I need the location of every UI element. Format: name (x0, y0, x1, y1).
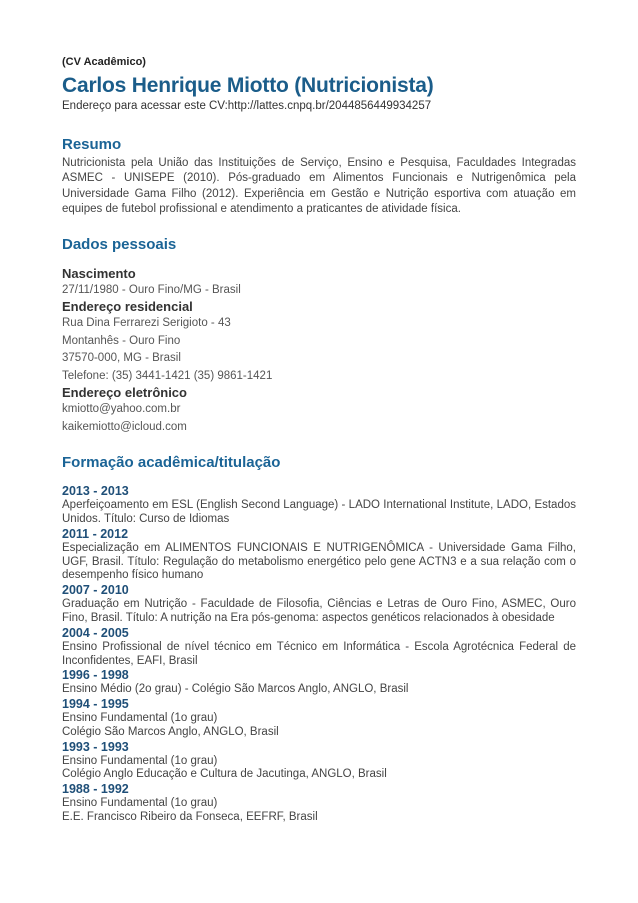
nascimento-value: 27/11/1980 - Ouro Fino/MG - Brasil (62, 283, 241, 296)
formacao-institution: Colégio Anglo Educação e Cultura de Jacutinga, ANGLO, Brasil (62, 768, 387, 781)
cv-url-line[interactable]: Endereço para acessar este CV:http://lattes.cnpq.br/2044856449934257 (62, 100, 432, 112)
formacao-level: Ensino Fundamental (1o grau) (62, 797, 218, 810)
formacao-text: Graduação em Nutrição - Faculdade de Filosofia, Ciências e Letras de Ouro Fino, ASMEC, Ouro Fino, Brasil. Título: A nutrição na Era pós-genoma: aspectos genéticos relacionados à obesidade (62, 598, 576, 624)
endereco-line: Rua Dina Ferrarezi Serigioto - 43 (62, 317, 231, 330)
formacao-text: Especialização em ALIMENTOS FUNCIONAIS E NUTRIGENÔMICA - Universidade Gama Filho, UGF, Brasil. Título: Regulação do metabolismo energético pelo gene ACTN3 e a sua relação com o desempenho físico humano (62, 541, 576, 582)
formacao-level: Ensino Fundamental (1o grau) (62, 712, 218, 725)
dados-pessoais-section (62, 236, 576, 437)
formacao-entry (62, 484, 576, 527)
formacao-level: Ensino Fundamental (1o grau) (62, 754, 218, 767)
formacao-years: 1996 - 1998 (62, 668, 129, 683)
formacao-title: Formação acadêmica/titulação (62, 454, 281, 472)
document-tag: (CV Acadêmico) (62, 56, 146, 68)
person-name: Carlos Henrique Miotto (Nutricionista) (62, 74, 434, 97)
endereco-line: Montanhês - Ouro Fino (62, 334, 181, 347)
formacao-years: 2004 - 2005 (62, 625, 129, 640)
dados-pessoais-title: Dados pessoais (62, 235, 177, 253)
formacao-years: 2011 - 2012 (62, 526, 129, 541)
endereco-label: Endereço residencial (62, 299, 193, 315)
formacao-years: 1993 - 1993 (62, 739, 129, 754)
formacao-years: 1994 - 1995 (62, 697, 129, 712)
formacao-entry (62, 626, 576, 669)
formacao-institution: E.E. Francisco Ribeiro da Fonseca, EEFRF, Brasil (62, 811, 318, 824)
resumo-section (62, 136, 576, 218)
formacao-entry (62, 668, 576, 697)
formacao-entry (62, 583, 576, 626)
formacao-entry (62, 527, 576, 583)
resumo-text: Nutricionista pela União das Instituições de Serviço, Ensino e Pesquisa, Faculdades Integradas ASMEC - UNISEPE (2010). Pós-graduado em Alimentos Funcionais e Nutrigenômica pela Universidade Gama Filho (2012). Experiência em Gestão e Nutrição esportiva com atuação em equipes de futebol profissional e atendimento a praticantes de atividade física. (62, 157, 576, 216)
formacao-entry (62, 740, 576, 783)
formacao-institution: Colégio São Marcos Anglo, ANGLO, Brasil (62, 725, 279, 738)
email-link[interactable]: kaikemiotto@icloud.com (62, 420, 187, 433)
formacao-entry (62, 782, 576, 825)
nascimento-label: Nascimento (62, 265, 136, 281)
email-label: Endereço eletrônico (62, 385, 187, 401)
formacao-section (62, 454, 576, 825)
endereco-line: 37570-000, MG - Brasil (62, 352, 181, 365)
formacao-entry (62, 697, 576, 740)
formacao-years: 2013 - 2013 (62, 484, 129, 499)
formacao-years: 1988 - 1992 (62, 782, 129, 797)
resumo-title: Resumo (62, 136, 122, 153)
telefone-line: Telefone: (35) 3441-1421 (35) 9861-1421 (62, 369, 273, 382)
formacao-text: Ensino Médio (2o grau) - Colégio São Marcos Anglo, ANGLO, Brasil (62, 683, 409, 696)
formacao-text: Ensino Profissional de nível técnico em Técnico em Informática - Escola Agrotécnica Federal de Inconfidentes, EAFI, Brasil (62, 640, 576, 667)
formacao-years: 2007 - 2010 (62, 583, 129, 598)
email-link[interactable]: kmiotto@yahoo.com.br (62, 403, 181, 416)
formacao-text: Aperfeiçoamento em ESL (English Second Language) - LADO International Institute, LADO, Estados Unidos. Título: Curso de Idiomas (62, 499, 576, 525)
